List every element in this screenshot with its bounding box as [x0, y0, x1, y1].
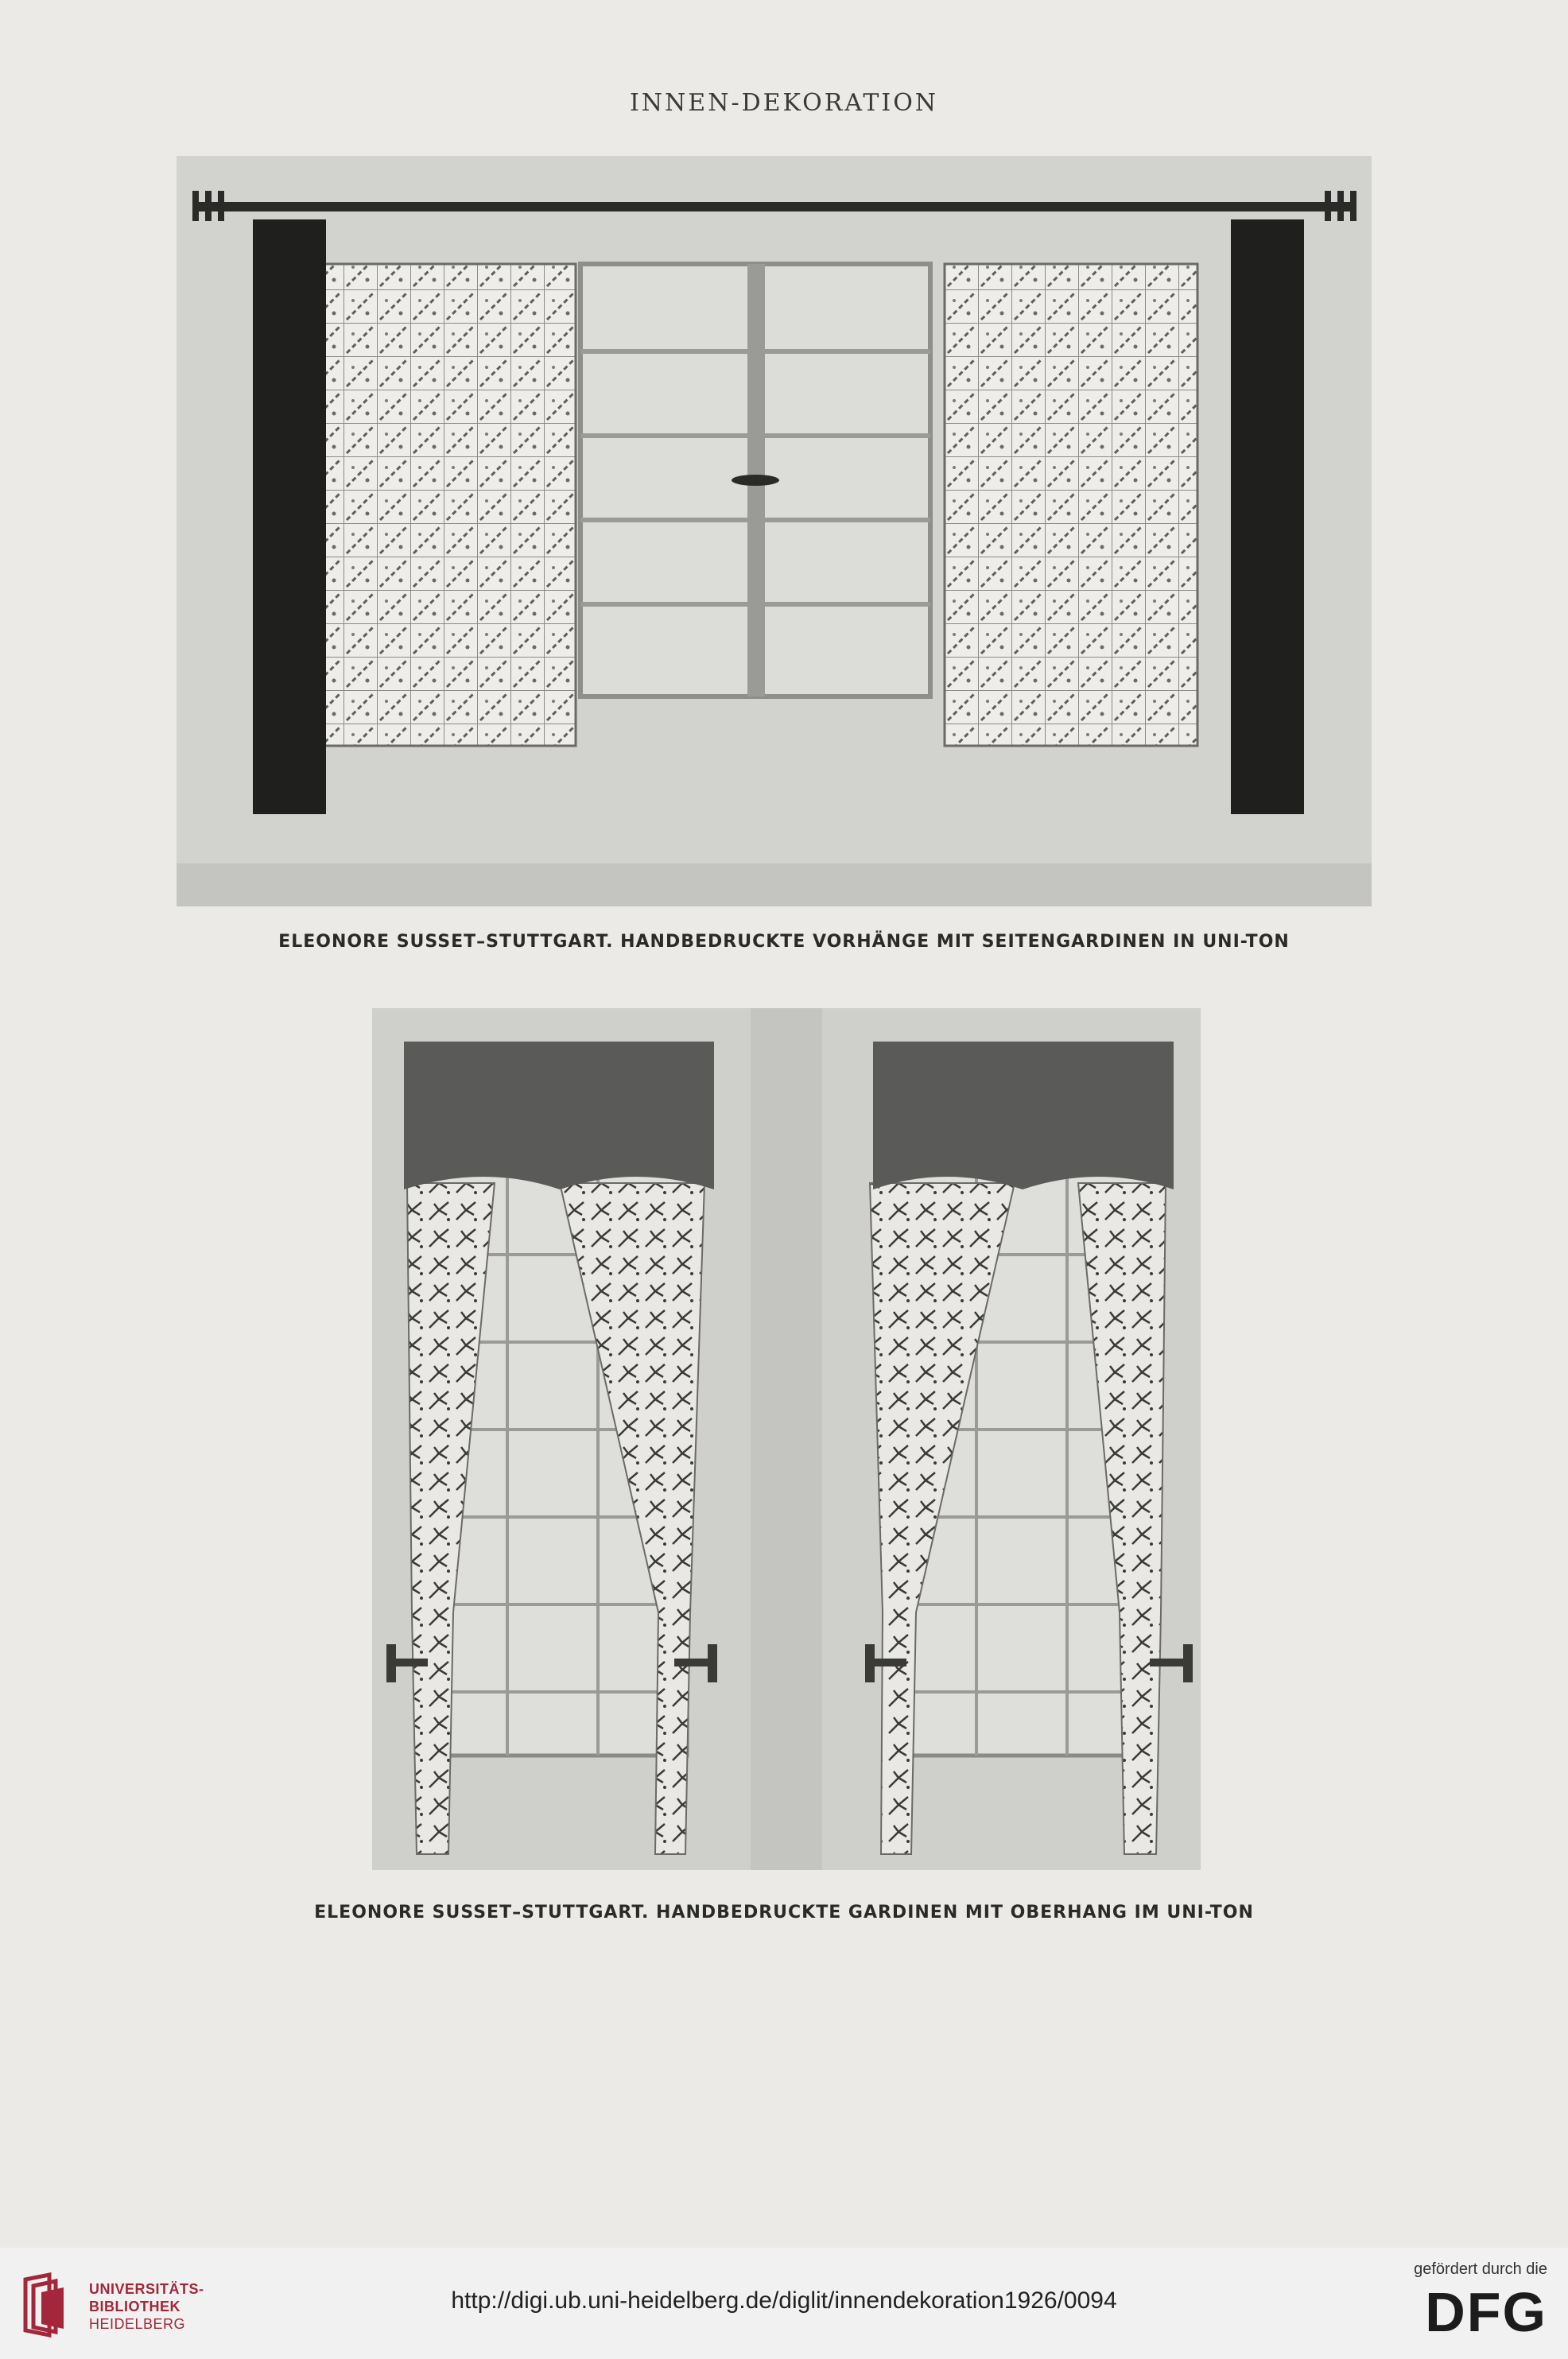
figure-2-illustration	[372, 1008, 1201, 1870]
permalink-url[interactable]: http://digi.ub.uni-heidelberg.de/diglit/innendekoration1926/0094	[451, 2287, 1117, 2314]
figure-1-illustration	[177, 156, 1372, 906]
dfg-logo[interactable]: DFG	[1425, 2281, 1547, 2343]
library-name-line-2: BIBLIOTHEK	[89, 2299, 180, 2314]
figure-2-caption: ELEONORE SUSSET–STUTTGART. HANDBEDRUCKTE GARDINEN MIT OBERHANG IM UNI-TON	[314, 1903, 1254, 1923]
library-name-line-1: UNIVERSITÄTS-	[89, 2281, 204, 2297]
figure-1-caption: ELEONORE SUSSET–STUTTGART. HANDBEDRUCKTE VORHÄNGE MIT SEITENGARDINEN IN UNI-TON	[278, 932, 1290, 952]
funding-text: gefördert durch die	[1414, 2260, 1547, 2278]
page-header: INNEN-DEKORATION	[629, 89, 939, 117]
footer-bar	[0, 2248, 1568, 2359]
library-name-line-3: HEIDELBERG	[89, 2316, 186, 2332]
